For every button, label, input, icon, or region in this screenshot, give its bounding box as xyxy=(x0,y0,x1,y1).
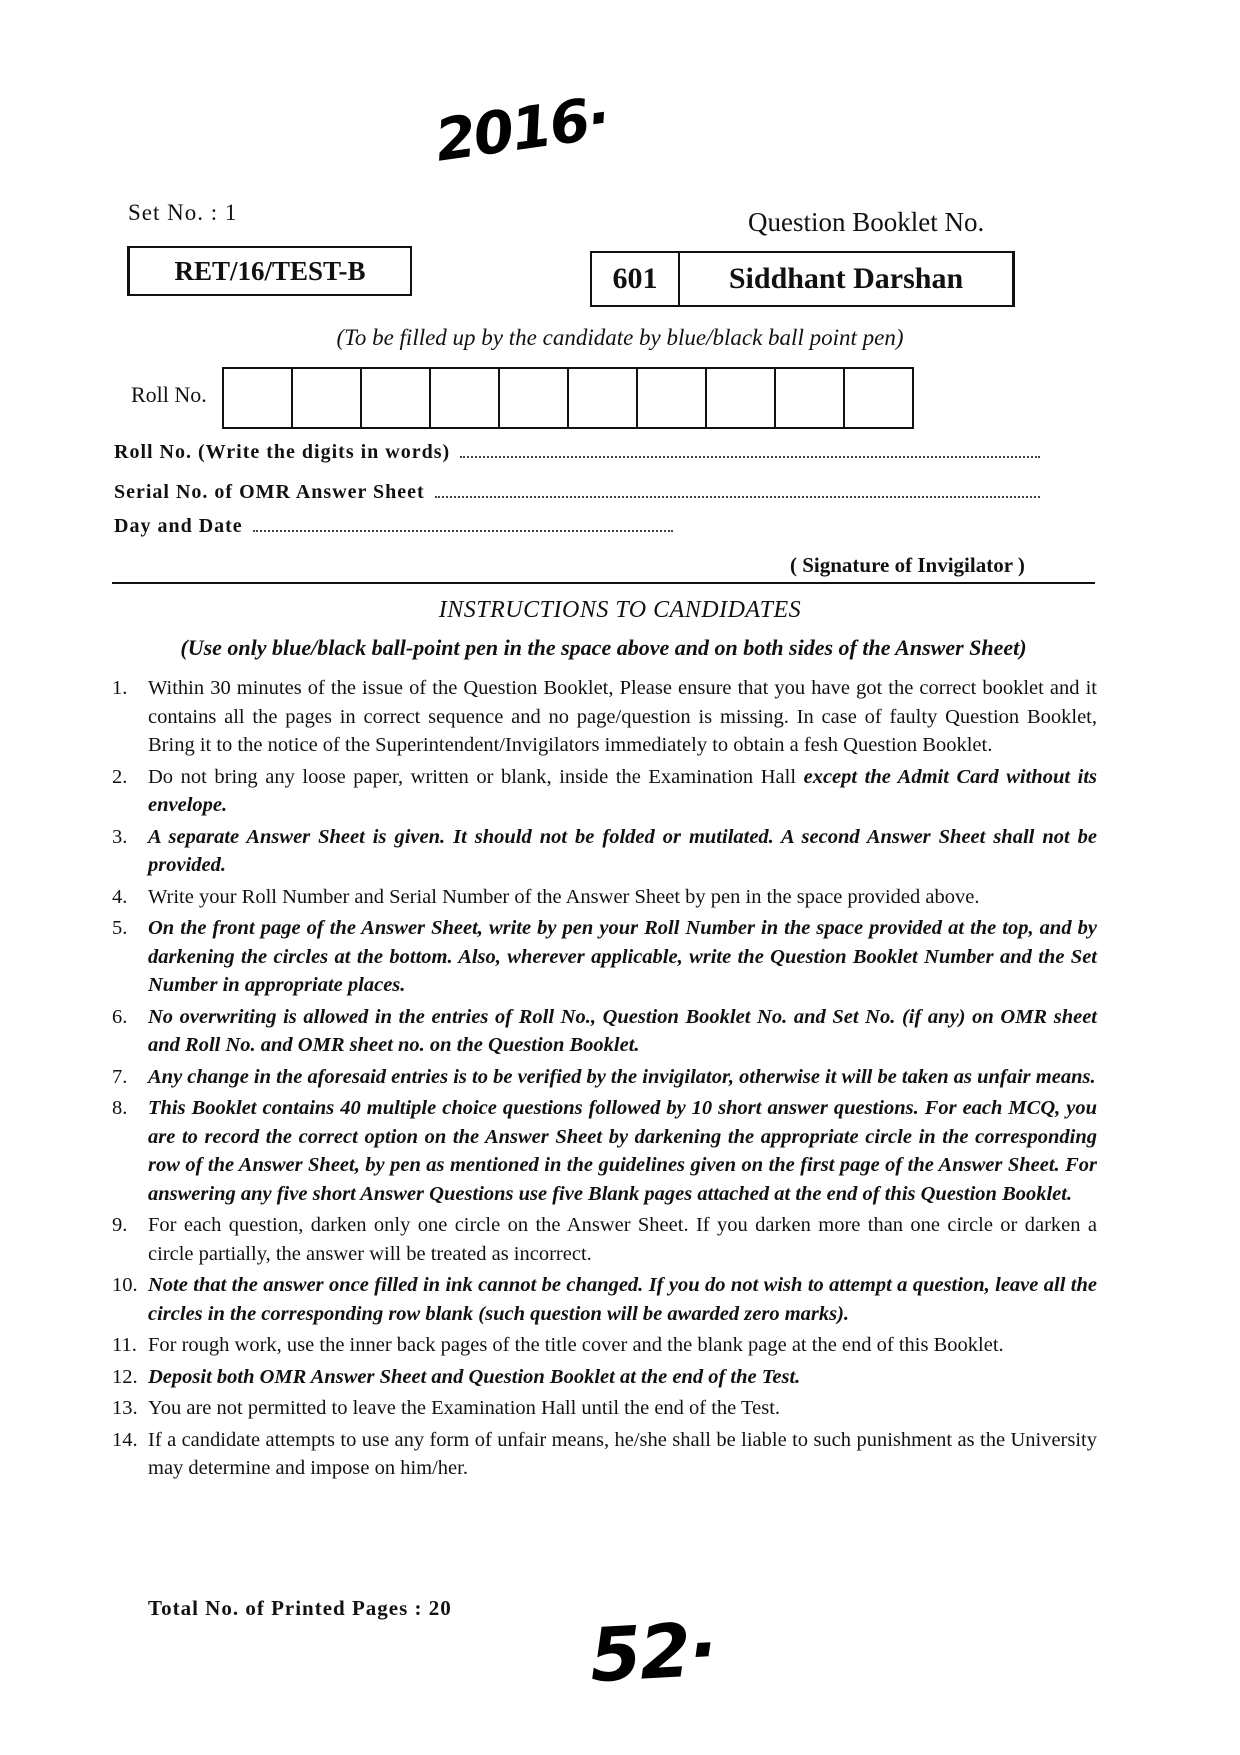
instruction-number: 12. xyxy=(112,1365,138,1388)
instruction-plain-text: For rough work, use the inner back pages of the title cover and the blank page at the end of this Booklet. xyxy=(148,1334,1004,1356)
instructions-subtitle: (Use only blue/black ball-point pen in the space above and on both sides of the Answer Sheet) xyxy=(180,635,1027,660)
instruction-plain-text: For each question, darken only one circle on the Answer Sheet. If you darken more than one circle or darken a circle partially, the answer will be treated as incorrect. xyxy=(148,1214,1097,1265)
roll-words-label: Roll No. (Write the digits in words) xyxy=(114,441,451,463)
instruction-text xyxy=(148,1003,1097,1060)
roll-digit-box[interactable] xyxy=(776,369,845,427)
roll-number-label: Roll No. xyxy=(131,382,207,407)
instruction-item xyxy=(112,1063,1097,1092)
total-pages: Total No. of Printed Pages : 20 xyxy=(148,1596,452,1620)
omr-serial-line[interactable] xyxy=(435,495,1040,498)
instruction-item xyxy=(112,1003,1097,1060)
instruction-item xyxy=(112,1094,1097,1208)
booklet-number: 601 xyxy=(592,253,680,305)
set-number: Set No. : 1 xyxy=(128,200,238,225)
instruction-item xyxy=(112,1331,1097,1360)
roll-number-boxes[interactable] xyxy=(222,367,914,429)
instruction-text xyxy=(148,674,1097,760)
test-code-box: RET/16/TEST-B xyxy=(127,246,412,296)
instruction-number: 1. xyxy=(112,677,128,699)
instruction-number: 6. xyxy=(112,1005,128,1028)
instruction-emphasis-text: On the front page of the Answer Sheet, write by pen your Roll Number in the space provided at the top, and by darkening the circles at the bottom. Also, wherever applicable, write the Question Booklet Number and the Set Number in appropriate places. xyxy=(148,917,1097,996)
instruction-number: 4. xyxy=(112,885,128,908)
instruction-text xyxy=(148,1363,1097,1392)
instruction-text xyxy=(148,1394,1097,1423)
omr-serial-label: Serial No. of OMR Answer Sheet xyxy=(114,481,425,503)
instruction-text xyxy=(148,1426,1097,1483)
instructions-list xyxy=(112,674,1097,1486)
instruction-text xyxy=(148,1063,1097,1092)
instruction-plain-text: Within 30 minutes of the issue of the Question Booklet, Please ensure that you have got the correct booklet and it contains all the pages in correct sequence and no page/question is missing. In case of faulty Question Booklet, Bring it to the notice of the Superintendent/Invigilators immediately to obtain a fesh Question Booklet. xyxy=(148,677,1097,756)
instruction-text xyxy=(148,823,1097,880)
divider xyxy=(112,582,1095,584)
instruction-emphasis-text: Any change in the aforesaid entries is to be verified by the invigilator, otherwise it will be taken as unfair means. xyxy=(148,1065,1096,1088)
instruction-emphasis-text: No overwriting is allowed in the entries of Roll No., Question Booklet No. and Set No. (if any) on OMR sheet and Roll No. and OMR sheet no. on the Question Booklet. xyxy=(148,1005,1097,1056)
roll-digit-box[interactable] xyxy=(293,369,362,427)
roll-digit-box[interactable] xyxy=(224,369,293,427)
roll-digit-box[interactable] xyxy=(707,369,776,427)
instruction-item xyxy=(112,914,1097,1000)
instruction-number: 10. xyxy=(112,1274,138,1296)
instructions-title: INSTRUCTIONS TO CANDIDATES xyxy=(438,597,802,623)
omr-serial-field[interactable] xyxy=(114,481,1040,504)
instruction-number: 8. xyxy=(112,1097,128,1119)
fill-note: (To be filled up by the candidate by blue/black ball point pen) xyxy=(336,325,904,350)
instruction-plain-text: If a candidate attempts to use any form of unfair means, he/she shall be liable to such punishment as the University may determine and impose on him/her. xyxy=(148,1428,1097,1479)
question-booklet-label: Question Booklet No. xyxy=(748,207,985,237)
instruction-plain-text: Do not bring any loose paper, written or blank, inside the Examination Hall xyxy=(148,765,804,788)
instruction-number: 5. xyxy=(112,917,128,939)
instruction-item xyxy=(112,674,1097,760)
invigilator-signature-label: ( Signature of Invigilator ) xyxy=(790,553,1025,577)
roll-digit-box[interactable] xyxy=(362,369,431,427)
instruction-plain-text: You are not permitted to leave the Examination Hall until the end of the Test. xyxy=(148,1397,781,1419)
instruction-emphasis-text: Deposit both OMR Answer Sheet and Question Booklet at the end of the Test. xyxy=(148,1365,801,1388)
instruction-item xyxy=(112,1211,1097,1268)
instruction-item xyxy=(112,1426,1097,1483)
instruction-text xyxy=(148,763,1097,820)
day-date-label: Day and Date xyxy=(114,515,243,537)
instruction-text xyxy=(148,1094,1097,1208)
question-booklet-box xyxy=(590,251,1015,307)
day-date-field[interactable] xyxy=(114,515,673,538)
handwritten-number: 52· xyxy=(587,1606,718,1700)
instruction-text xyxy=(148,914,1097,1000)
instruction-text xyxy=(148,883,1097,912)
instruction-emphasis-text: This Booklet contains 40 multiple choice questions followed by 10 short answer questions. For each MCQ, you are to record the correct option on the Answer Sheet by darkening the appropriate circle in the corresponding row of the Answer Sheet, by pen as mentioned in the guidelines given on the first page of the Answer Sheet. For answering any five short Answer Questions use five Blank pages attached at the end of this Question Booklet. xyxy=(148,1097,1097,1205)
instruction-item xyxy=(112,1363,1097,1392)
roll-digit-box[interactable] xyxy=(431,369,500,427)
instruction-text xyxy=(148,1211,1097,1268)
instruction-emphasis-text: A separate Answer Sheet is given. It should not be folded or mutilated. A second Answer Sheet shall not be provided. xyxy=(148,825,1097,876)
roll-digit-box[interactable] xyxy=(500,369,569,427)
instruction-number: 11. xyxy=(112,1334,137,1356)
instruction-number: 2. xyxy=(112,765,128,788)
instruction-item xyxy=(112,1394,1097,1423)
instruction-item xyxy=(112,1271,1097,1328)
instruction-emphasis-text: except the Admit Card without its envelope. xyxy=(148,765,1097,816)
handwritten-year: 2016· xyxy=(431,83,613,175)
roll-digit-box[interactable] xyxy=(569,369,638,427)
instruction-number: 9. xyxy=(112,1214,128,1236)
instruction-plain-text: Write your Roll Number and Serial Number of the Answer Sheet by pen in the space provided above. xyxy=(148,885,980,908)
roll-digit-box[interactable] xyxy=(845,369,912,427)
instruction-number: 7. xyxy=(112,1065,128,1088)
instruction-number: 14. xyxy=(112,1428,138,1451)
instruction-item xyxy=(112,763,1097,820)
instruction-emphasis-text: Note that the answer once filled in ink cannot be changed. If you do not wish to attempt a question, leave all the circles in the corresponding row blank (such question will be awarded zero marks). xyxy=(148,1274,1097,1325)
instruction-text xyxy=(148,1331,1097,1360)
instruction-number: 3. xyxy=(112,825,128,848)
roll-words-line[interactable] xyxy=(460,455,1040,458)
subject-name: Siddhant Darshan xyxy=(728,262,964,295)
roll-digit-box[interactable] xyxy=(638,369,707,427)
roll-words-field[interactable] xyxy=(114,441,1040,464)
instruction-item xyxy=(112,823,1097,880)
instruction-item xyxy=(112,883,1097,912)
day-date-line[interactable] xyxy=(253,529,673,532)
instruction-number: 13. xyxy=(112,1397,138,1419)
instruction-text xyxy=(148,1271,1097,1328)
